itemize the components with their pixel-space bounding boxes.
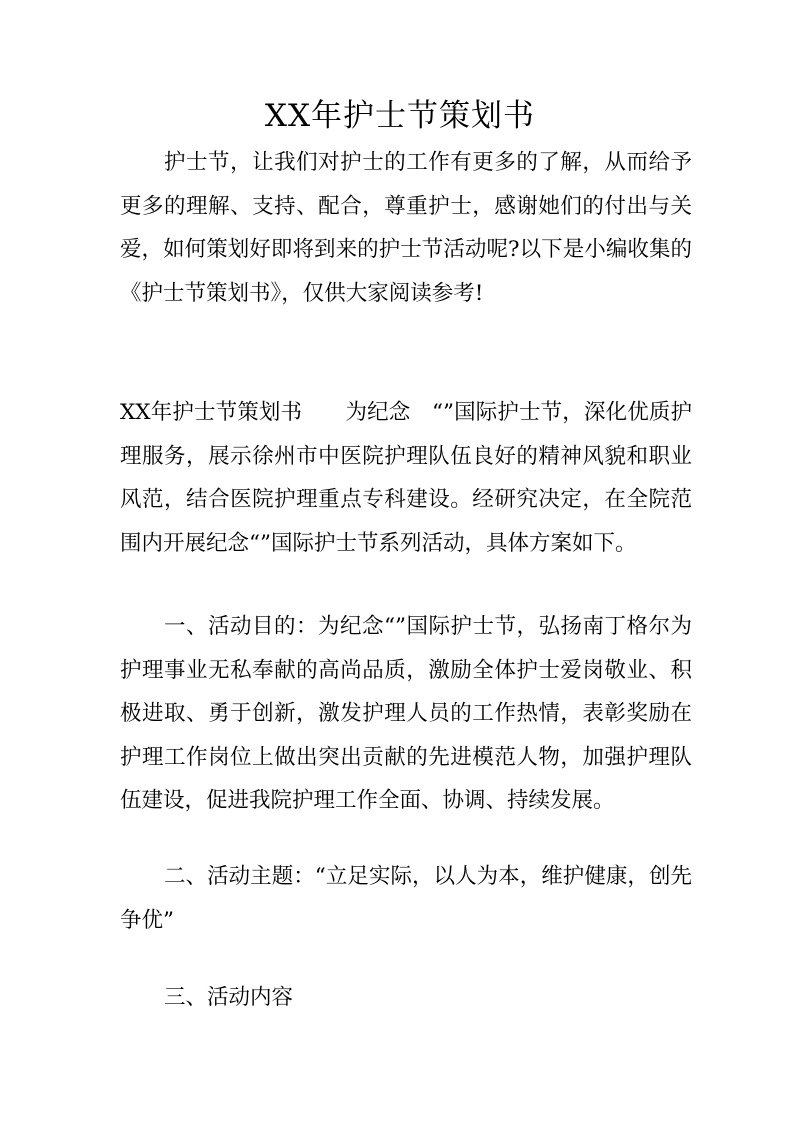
intro-paragraph: 护士节，让我们对护士的工作有更多的了解，从而给予更多的理解、支持、配合，尊重护士，感谢她们的付出与关爱，如何策划好即将到来的护士节活动呢?以下是小编收集的《护士节策划书》，仅供大家阅读参考! — [120, 150, 692, 306]
document-title: XX年护士节策划书 — [264, 98, 536, 134]
activity-purpose-paragraph: 一、活动目的：为纪念“”国际护士节，弘扬南丁格尔为护理事业无私奉献的高尚品质，激励全体护士爱岗敬业、积极进取、勇于创新，激发护理人员的工作热情，表彰奖励在护理工作岗位上做出突出贡献的先进模范人物，加强护理队伍建设，促进我院护理工作全面、协调、持续发展。 — [120, 614, 692, 813]
activity-content-heading: 三、活动内容 — [164, 985, 294, 1010]
background-paragraph: XX年护士节策划书 为纪念 “”国际护士节，深化优质护理服务，展示徐州市中医院护理队伍良好的精神风貌和职业风范，结合医院护理重点专科建设。经研究决定，在全院范围内开展纪念“”国际护士节系列活动，具体方案如下。 — [120, 400, 692, 556]
activity-theme-paragraph: 二、活动主题：“立足实际，以人为本，维护健康，创先争优” — [120, 864, 692, 933]
